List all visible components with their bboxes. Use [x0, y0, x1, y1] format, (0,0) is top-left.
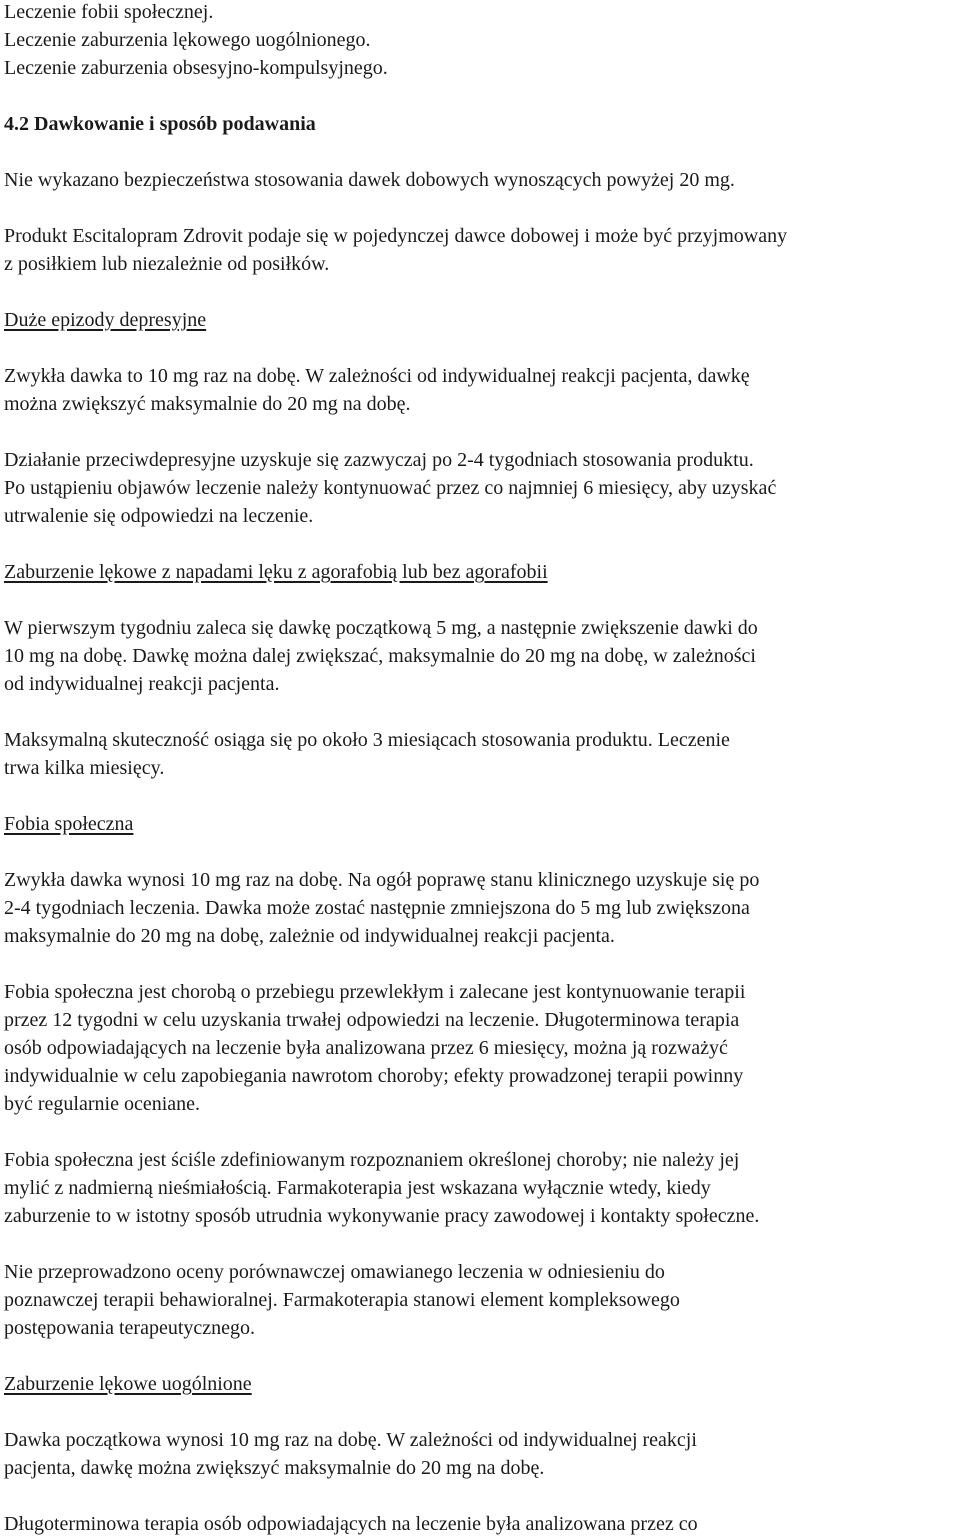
- social-p1-line-2: 2-4 tygodniach leczenia. Dawka może zostać następnie zmniejszona do 5 mg lub zwiększona: [4, 897, 750, 919]
- social-p2-line-3: osób odpowiadających na leczenie była analizowana przez 6 miesięcy, można ją rozważyć: [4, 1037, 728, 1059]
- subheading-panic: Zaburzenie lękowe z napadami lęku z agorafobią lub bez agorafobii: [4, 561, 548, 583]
- social-p4-line-1: Nie przeprowadzono oceny porównawczej omawianego leczenia w odniesieniu do: [4, 1261, 665, 1283]
- social-p2-line-4: indywidualnie w celu zapobiegania nawrotom choroby; efekty prowadzonej terapii powinny: [4, 1065, 744, 1087]
- social-p3-line-1: Fobia społeczna jest ściśle zdefiniowanym rozpoznaniem określonej choroby; nie należy jej: [4, 1149, 740, 1171]
- social-p4-line-3: postępowania terapeutycznego.: [4, 1317, 256, 1339]
- social-p2-line-1: Fobia społeczna jest chorobą o przebiegu przewlekłym i zalecane jest kontynuowanie terapii: [4, 981, 746, 1003]
- intro-line-3: Leczenie zaburzenia obsesyjno-kompulsyjnego.: [4, 57, 388, 79]
- panic-p1-line-1: W pierwszym tygodniu zaleca się dawkę początkową 5 mg, a następnie zwiększenie dawki do: [4, 617, 758, 639]
- social-p3-line-2: mylić z nadmierną nieśmiałością. Farmakoterapia jest wskazana wyłącznie wtedy, kiedy: [4, 1177, 711, 1199]
- gad-p1-line-1: Dawka początkowa wynosi 10 mg raz na dobę. W zależności od indywidualnej reakcji: [4, 1429, 697, 1451]
- social-p2-line-5: być regularnie oceniane.: [4, 1093, 201, 1115]
- mdd-p1-line-1: Zwykła dawka to 10 mg raz na dobę. W zależności od indywidualnej reakcji pacjenta, dawkę: [4, 365, 750, 387]
- section-heading: 4.2 Dawkowanie i sposób podawania: [4, 113, 316, 135]
- social-p2-line-2: przez 12 tygodni w celu uzyskania trwałej odpowiedzi na leczenie. Długoterminowa terapia: [4, 1009, 740, 1031]
- intro-line-1: Leczenie fobii społecznej.: [4, 1, 214, 23]
- paragraph-safety: Nie wykazano bezpieczeństwa stosowania dawek dobowych wynoszących powyżej 20 mg.: [4, 169, 735, 191]
- mdd-p2-line-3: utrwalenie się odpowiedzi na leczenie.: [4, 505, 314, 527]
- social-p4-line-2: poznawczej terapii behawioralnej. Farmakoterapia stanowi element kompleksowego: [4, 1289, 680, 1311]
- gad-p1-line-2: pacjenta, dawkę można zwiększyć maksymalnie do 20 mg na dobę.: [4, 1457, 545, 1479]
- mdd-p2-line-2: Po ustąpieniu objawów leczenie należy kontynuować przez co najmniej 6 miesięcy, aby uzyskać: [4, 477, 777, 499]
- paragraph-admin-line-2: z posiłkiem lub niezależnie od posiłków.: [4, 253, 330, 275]
- gad-p2-line-1: Długoterminowa terapia osób odpowiadających na leczenie była analizowana przez co: [4, 1513, 698, 1535]
- subheading-mdd: Duże epizody depresyjne: [4, 309, 207, 331]
- social-p1-line-3: maksymalnie do 20 mg na dobę, zależnie od indywidualnej reakcji pacjenta.: [4, 925, 615, 947]
- social-p1-line-1: Zwykła dawka wynosi 10 mg raz na dobę. Na ogół poprawę stanu klinicznego uzyskuje się po: [4, 869, 760, 891]
- subheading-social: Fobia społeczna: [4, 813, 134, 835]
- mdd-p1-line-2: można zwiększyć maksymalnie do 20 mg na dobę.: [4, 393, 411, 415]
- paragraph-admin-line-1: Produkt Escitalopram Zdrovit podaje się w pojedynczej dawce dobowej i może być przyjmowany: [4, 225, 788, 247]
- social-p3-line-3: zaburzenie to w istotny sposób utrudnia wykonywanie pracy zawodowej i kontakty społeczne.: [4, 1205, 760, 1227]
- panic-p2-line-1: Maksymalną skuteczność osiąga się po około 3 miesiącach stosowania produktu. Leczenie: [4, 729, 730, 751]
- panic-p2-line-2: trwa kilka miesięcy.: [4, 757, 165, 779]
- mdd-p2-line-1: Działanie przeciwdepresyjne uzyskuje się zazwyczaj po 2-4 tygodniach stosowania produktu.: [4, 449, 754, 471]
- document-page: [4, 0, 956, 1538]
- intro-line-2: Leczenie zaburzenia lękowego uogólnionego.: [4, 29, 371, 51]
- panic-p1-line-2: 10 mg na dobę. Dawkę można dalej zwiększać, maksymalnie do 20 mg na dobę, w zależności: [4, 645, 756, 667]
- subheading-gad: Zaburzenie lękowe uogólnione: [4, 1373, 252, 1395]
- panic-p1-line-3: od indywidualnej reakcji pacjenta.: [4, 673, 280, 695]
